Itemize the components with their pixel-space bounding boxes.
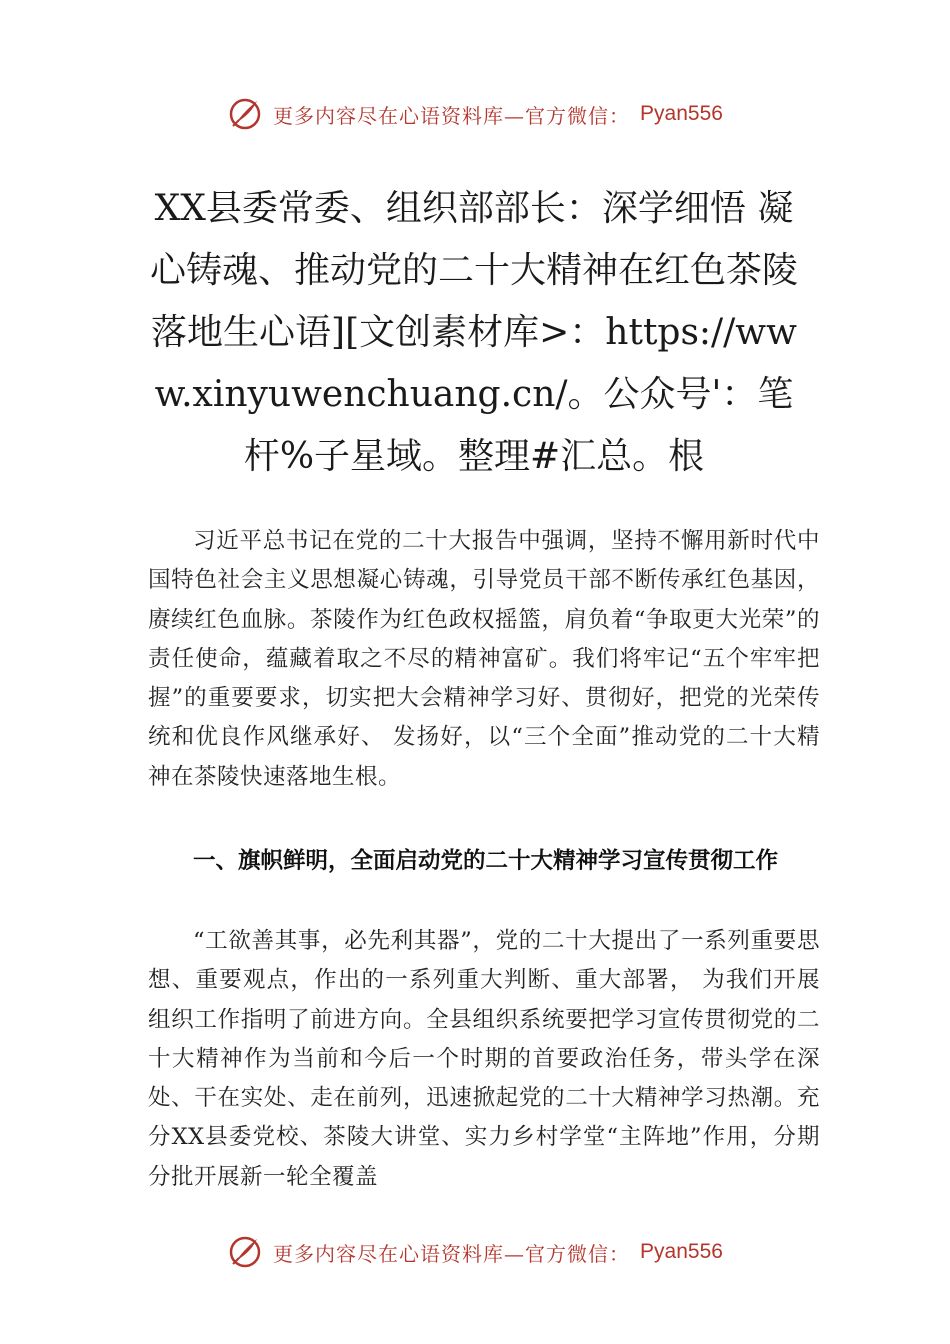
document-title: XX县委常委、组织部部长：深学细悟 凝心铸魂、推动党的二十大精神在红色茶陵落地生心语][文创素材库>：https://www.xinyuwenchuang.cn/。公众号'：笔杆%子星域。整理#汇总。根: [149, 188, 798, 477]
footer-banner: [0, 1230, 950, 1274]
wechat-handle: Pyan556: [640, 102, 723, 125]
paragraph-section-1: “工欲善其事，必先利其器”，党的二十大提出了一系列重要思想、重要观点，作出的一系列重大判断、重大部署， 为我们开展组织工作指明了前进方向。全县组织系统要把学习宣传贯彻党的二十大精神作为当前和今后一个时期的首要政治任务，带头学在深处、干在实处、走在前列，迅速掀起党的二十大精神学习热潮。充分XX县委党校、茶陵大讲堂、实力乡村学堂“主阵地”作用，分期分批开展新一轮全覆盖: [148, 928, 820, 1190]
wechat-handle: Pyan556: [640, 1240, 723, 1263]
header-banner: [0, 92, 950, 136]
banner-text: 更多内容尽在心语资料库—官方微信：: [273, 103, 631, 128]
quill-circle-logo-icon: [227, 96, 263, 132]
paragraph-intro: 习近平总书记在党的二十大报告中强调，坚持不懈用新时代中国特色社会主义思想凝心铸魂，引导党员干部不断传承红色基因，赓续红色血脉。茶陵作为红色政权摇篮，肩负着“争取更大光荣”的责任使命，蕴藏着取之不尽的精神富矿。我们将牢记“五个牢牢把握”的重要要求，切实把大会精神学习好、贯彻好，把党的光荣传统和优良作风继承好、 发扬好，以“三个全面”推动党的二十大精神在茶陵快速落地生根。: [148, 528, 820, 790]
section-heading-1: 一、旗帜鲜明，全面启动党的二十大精神学习宣传贯彻工作: [193, 848, 779, 874]
banner-text: 更多内容尽在心语资料库—官方微信：: [273, 1241, 631, 1266]
quill-circle-logo-icon: [227, 1234, 263, 1270]
